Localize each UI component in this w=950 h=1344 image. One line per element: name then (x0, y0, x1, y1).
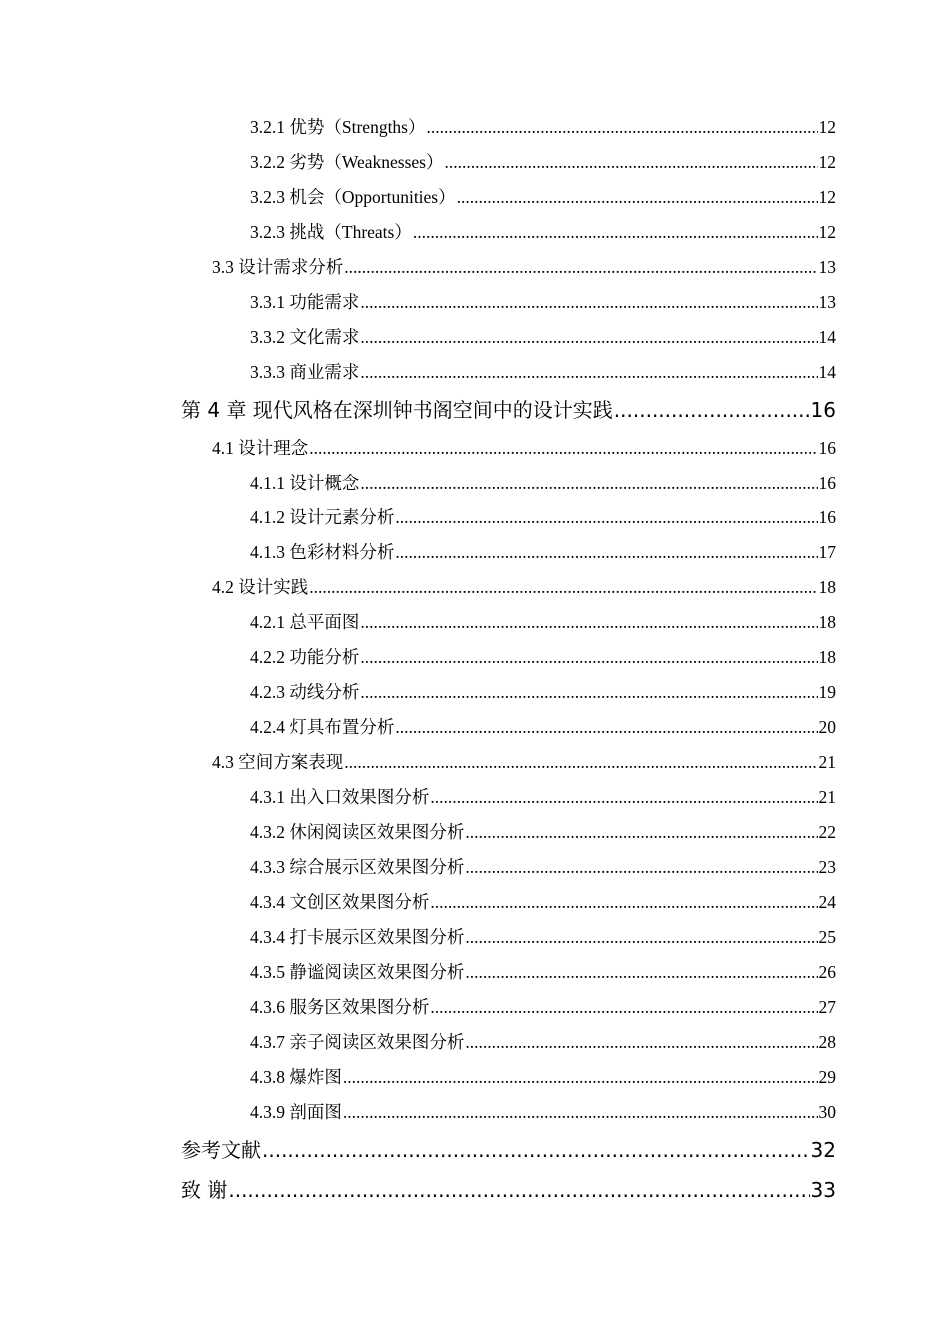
dot-leader (465, 962, 817, 983)
toc-entry-label: 4.3.4 文创区效果图分析 (250, 892, 430, 912)
toc-entry-page: 16 (810, 398, 836, 422)
toc-entry-label: 3.3 设计需求分析 (212, 257, 344, 277)
toc-entry-label: 4.2.3 动线分析 (250, 682, 360, 702)
toc-entry[interactable] (250, 679, 836, 704)
toc-entry-label: 3.2.1 优势（Strengths） (250, 117, 426, 137)
toc-chapter-entry[interactable] (181, 394, 836, 423)
toc-entry-page: 14 (818, 362, 836, 382)
toc-entry-page: 17 (818, 542, 836, 562)
dot-leader (465, 1032, 817, 1053)
toc-entry-page: 20 (818, 717, 836, 737)
toc-entry-page: 18 (818, 577, 836, 597)
toc-entry-page: 23 (818, 857, 836, 877)
dot-leader (430, 892, 817, 913)
toc-entry-label: 4.3.4 打卡展示区效果图分析 (250, 927, 465, 947)
toc-entry-label: 参考文献 (181, 1138, 261, 1162)
toc-entry-page: 21 (818, 752, 836, 772)
dot-leader (343, 1067, 818, 1088)
toc-entry-label: 4.3.5 静谧阅读区效果图分析 (250, 962, 465, 982)
toc-entry[interactable] (250, 1099, 836, 1124)
toc-entry-page: 21 (818, 787, 836, 807)
toc-entry[interactable] (250, 504, 836, 529)
toc-entry-page: 29 (818, 1067, 836, 1087)
toc-entry-label: 4.2.1 总平面图 (250, 612, 360, 632)
dot-leader (344, 752, 817, 773)
toc-entry-label: 4.3.1 出入口效果图分析 (250, 787, 430, 807)
toc-entry-label: 4.1.3 色彩材料分析 (250, 542, 395, 562)
toc-entry[interactable] (250, 854, 836, 879)
toc-entry-page: 30 (818, 1102, 836, 1122)
toc-entry-label: 第 4 章 现代风格在深圳钟书阁空间中的设计实践 (181, 398, 613, 422)
toc-entry[interactable] (250, 644, 836, 669)
dot-leader (465, 927, 817, 948)
toc-entry-page: 16 (818, 473, 836, 493)
toc-entry-page: 14 (818, 327, 836, 347)
toc-entry-label: 4.3.8 爆炸图 (250, 1067, 342, 1087)
toc-entry-label: 3.2.2 劣势（Weaknesses） (250, 152, 444, 172)
toc-entry[interactable] (250, 959, 836, 984)
dot-leader (360, 327, 817, 348)
toc-entry-label: 3.3.2 文化需求 (250, 327, 360, 347)
toc-entry-page: 18 (818, 612, 836, 632)
toc-entry[interactable] (250, 924, 836, 949)
toc-entry-label: 4.2.4 灯具布置分析 (250, 717, 395, 737)
toc-entry-page: 22 (818, 822, 836, 842)
dot-leader (360, 612, 817, 633)
dot-leader (309, 577, 817, 598)
toc-entry-label: 4.3.2 休闲阅读区效果图分析 (250, 822, 465, 842)
dot-leader (427, 117, 818, 138)
toc-entry[interactable] (250, 1029, 836, 1054)
toc-entry-page: 33 (810, 1178, 836, 1202)
toc-entry[interactable] (212, 254, 836, 279)
toc-chapter-entry[interactable] (181, 1174, 836, 1203)
toc-entry[interactable] (250, 219, 836, 244)
toc-entry-label: 4.1.1 设计概念 (250, 473, 360, 493)
toc-entry-label: 4.3 空间方案表现 (212, 752, 344, 772)
toc-entry-page: 18 (818, 647, 836, 667)
toc-entry-label: 4.3.9 剖面图 (250, 1102, 342, 1122)
toc-entry-page: 16 (818, 507, 836, 527)
toc-chapter-entry[interactable] (181, 1134, 836, 1163)
toc-entry-label: 3.2.3 机会（Opportunities） (250, 187, 456, 207)
toc-entry-label: 4.1 设计理念 (212, 438, 309, 458)
dot-leader (360, 682, 817, 703)
toc-entry[interactable] (250, 359, 836, 384)
dot-leader (465, 822, 817, 843)
toc-entry-page: 27 (818, 997, 836, 1017)
toc-entry[interactable] (250, 1064, 836, 1089)
toc-entry-page: 13 (818, 292, 836, 312)
dot-leader (430, 787, 817, 808)
toc-entry[interactable] (250, 819, 836, 844)
toc-entry[interactable] (250, 114, 836, 139)
dot-leader (343, 1102, 818, 1123)
toc-entry[interactable] (250, 609, 836, 634)
toc-entry-page: 12 (818, 222, 836, 242)
dot-leader (430, 997, 817, 1018)
dot-leader (360, 473, 817, 494)
toc-entry[interactable] (250, 470, 836, 495)
toc-entry-page: 13 (818, 257, 836, 277)
dot-leader (614, 398, 810, 422)
toc-entry[interactable] (250, 784, 836, 809)
toc-entry-page: 16 (818, 438, 836, 458)
toc-entry-page: 25 (818, 927, 836, 947)
dot-leader (360, 647, 817, 668)
dot-leader (457, 187, 818, 208)
toc-entry[interactable] (250, 994, 836, 1019)
toc-entry-label: 4.2 设计实践 (212, 577, 309, 597)
dot-leader (395, 542, 817, 563)
toc-entry[interactable] (250, 324, 836, 349)
toc-entry-label: 4.1.2 设计元素分析 (250, 507, 395, 527)
toc-entry-label: 4.2.2 功能分析 (250, 647, 360, 667)
toc-entry-label: 3.3.1 功能需求 (250, 292, 360, 312)
toc-entry-page: 26 (818, 962, 836, 982)
toc-entry[interactable] (250, 539, 836, 564)
toc-entry-label: 4.3.6 服务区效果图分析 (250, 997, 430, 1017)
dot-leader (413, 222, 818, 243)
toc-entry-label: 4.3.7 亲子阅读区效果图分析 (250, 1032, 465, 1052)
dot-leader (445, 152, 818, 173)
dot-leader (395, 717, 817, 738)
toc-entry-label: 致 谢 (181, 1178, 228, 1202)
toc-entry[interactable] (250, 714, 836, 739)
toc-entry-label: 3.3.3 商业需求 (250, 362, 360, 382)
toc-entry-page: 19 (818, 682, 836, 702)
toc-entry-label: 3.2.3 挑战（Threats） (250, 222, 412, 242)
dot-leader (395, 507, 817, 528)
dot-leader (262, 1138, 810, 1162)
toc-entry-label: 4.3.3 综合展示区效果图分析 (250, 857, 465, 877)
toc-entry-page: 24 (818, 892, 836, 912)
toc-entry-page: 12 (818, 187, 836, 207)
toc-entry[interactable] (250, 184, 836, 209)
toc-entry[interactable] (212, 574, 836, 599)
toc-entry[interactable] (212, 435, 836, 460)
dot-leader (228, 1178, 809, 1202)
toc-entry-page: 12 (818, 152, 836, 172)
toc-entry-page: 32 (810, 1138, 836, 1162)
toc-entry-page: 28 (818, 1032, 836, 1052)
toc-entry[interactable] (250, 149, 836, 174)
dot-leader (309, 438, 817, 459)
dot-leader (465, 857, 817, 878)
toc-entry[interactable] (250, 889, 836, 914)
toc-entry[interactable] (250, 289, 836, 314)
toc-entry-page: 12 (818, 117, 836, 137)
dot-leader (344, 257, 817, 278)
dot-leader (360, 362, 817, 383)
toc-entry[interactable] (212, 749, 836, 774)
dot-leader (360, 292, 817, 313)
